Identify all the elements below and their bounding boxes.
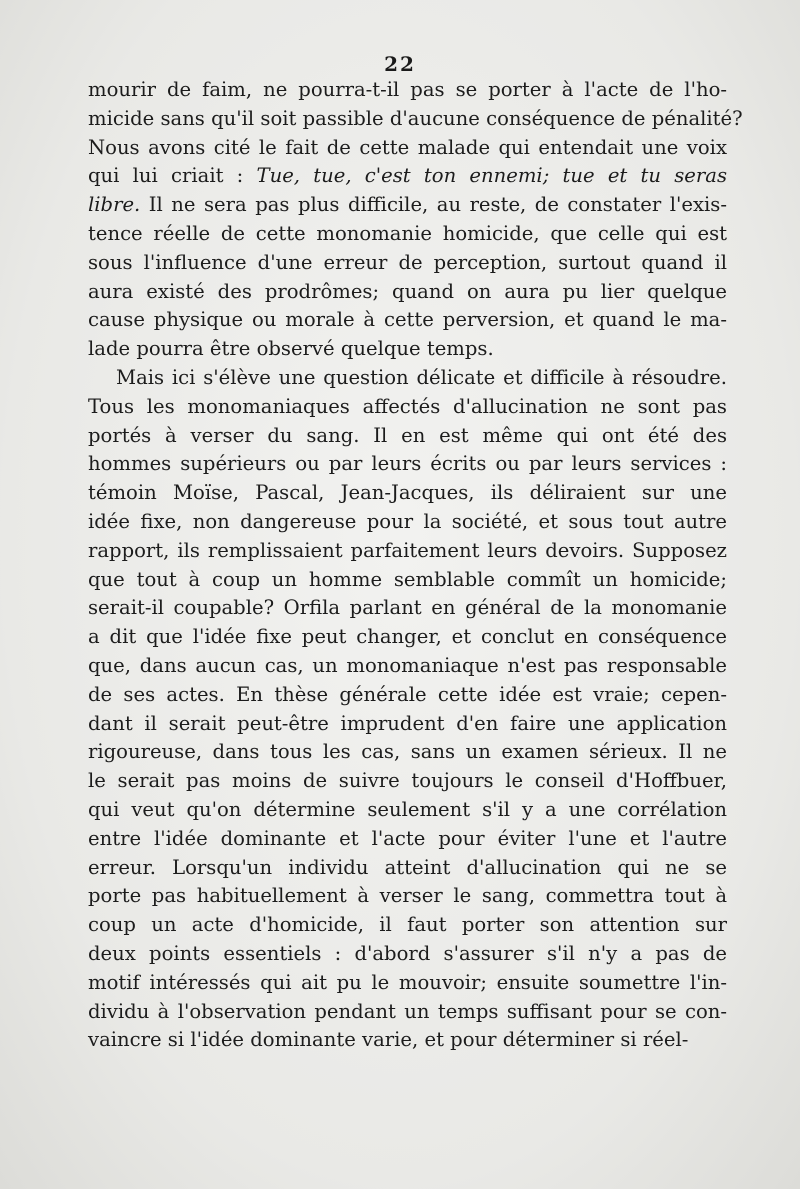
- text-segment: rapport, ils remplissaient parfaitement leurs devoirs. Supposez: [88, 538, 727, 562]
- text-segment: que tout à coup un homme semblable commît un homicide;: [88, 567, 727, 591]
- text-segment: dividu à l'observation pendant un temps suffisant pour se con-: [88, 999, 727, 1023]
- text-line: [88, 364, 727, 393]
- text-segment: qui lui criait :: [88, 164, 257, 188]
- text-segment: coup un acte d'homicide, il faut porter son attention sur: [88, 913, 727, 937]
- text-line: [88, 249, 727, 278]
- text-line: [88, 882, 727, 911]
- text-line: [88, 796, 727, 825]
- text-line: [88, 652, 727, 681]
- text-line: [88, 825, 727, 854]
- text-segment: entre l'idée dominante et l'acte pour éviter l'une et l'autre: [88, 826, 727, 850]
- text-line: [88, 710, 727, 739]
- text-segment: de ses actes. En thèse générale cette idée est vraie; cepen-: [88, 682, 727, 706]
- text-segment: hommes supérieurs ou par leurs écrits ou par leurs services :: [88, 452, 727, 476]
- text-line: [88, 162, 727, 191]
- text-segment: Il ne sera pas plus difficile, au reste, de constater l'exis-: [140, 193, 727, 217]
- text-segment: sous l'influence d'une erreur de perception, surtout quand il: [88, 250, 727, 274]
- text-line: [88, 623, 727, 652]
- text-segment: idée fixe, non dangereuse pour la société, et sous tout autre: [88, 509, 727, 533]
- text-segment: lade pourra être observé quelque temps.: [88, 337, 494, 361]
- text-segment: rigoureuse, dans tous les cas, sans un examen sérieux. Il ne: [88, 740, 727, 764]
- text-line: [88, 306, 727, 335]
- text-line: [88, 1026, 727, 1055]
- text-line: [88, 105, 743, 134]
- text-line: [88, 422, 727, 451]
- text-line: [88, 566, 727, 595]
- text-line: [88, 681, 727, 710]
- text-segment: deux points essentiels : d'abord s'assurer s'il n'y a pas de: [88, 941, 727, 965]
- text-line: [88, 940, 727, 969]
- text-line: [88, 393, 727, 422]
- text-line: [88, 998, 727, 1027]
- text-segment: micide sans qu'il soit passible d'aucune conséquence de pénalité?: [88, 106, 743, 130]
- text-segment: cause physique ou morale à cette perversion, et quand le ma-: [88, 308, 727, 332]
- text-segment: porte pas habituellement à verser le sang, commettra tout à: [88, 884, 727, 908]
- text-line: [88, 854, 727, 883]
- text-line: [88, 191, 727, 220]
- text-segment: que, dans aucun cas, un monomaniaque n'est pas responsable: [88, 653, 727, 677]
- text-line: [88, 911, 727, 940]
- italic-text: Tue, tue, c'est ton ennemi; tue et tu seras: [256, 164, 727, 188]
- text-line: [88, 450, 727, 479]
- text-segment: le serait pas moins de suivre toujours le conseil d'Hoffbuer,: [88, 769, 727, 793]
- text-line: [88, 969, 727, 998]
- text-line: [88, 335, 727, 364]
- text-segment: serait-il coupable? Orfila parlant en général de la monomanie: [88, 596, 727, 620]
- text-line: [88, 479, 727, 508]
- text-segment: Tous les monomaniaques affectés d'allucination ne sont pas: [88, 394, 727, 418]
- text-segment: témoin Moïse, Pascal, Jean-Jacques, ils déliraient sur une: [88, 481, 727, 505]
- text-line: [88, 738, 727, 767]
- text-line: [88, 537, 727, 566]
- text-segment: tence réelle de cette monomanie homicide, que celle qui est: [88, 221, 727, 245]
- text-line: [88, 134, 727, 163]
- text-segment: Mais ici s'élève une question délicate et difficile à résoudre.: [116, 365, 727, 389]
- text-line: [88, 508, 727, 537]
- body-text: [88, 76, 743, 1055]
- text-line: [88, 278, 727, 307]
- text-segment: portés à verser du sang. Il en est même qui ont été des: [88, 423, 727, 447]
- text-segment: Nous avons cité le fait de cette malade qui entendait une voix: [88, 135, 727, 159]
- page-number: 22: [384, 52, 416, 76]
- italic-text: libre.: [88, 193, 141, 217]
- text-segment: vaincre si l'idée dominante varie, et pour déterminer si réel-: [88, 1028, 689, 1052]
- text-line: [88, 76, 727, 105]
- text-segment: motif intéressés qui ait pu le mouvoir; ensuite soumettre l'in-: [88, 970, 727, 994]
- text-line: [88, 594, 727, 623]
- text-segment: erreur. Lorsqu'un individu atteint d'allucination qui ne se: [88, 855, 727, 879]
- text-line: [88, 220, 727, 249]
- text-segment: aura existé des prodrômes; quand on aura pu lier quelque: [88, 279, 727, 303]
- text-segment: mourir de faim, ne pourra-t-il pas se porter à l'acte de l'ho-: [88, 78, 727, 101]
- text-segment: a dit que l'idée fixe peut changer, et conclut en conséquence: [88, 625, 727, 649]
- text-segment: qui veut qu'on détermine seulement s'il y a une corrélation: [88, 797, 727, 821]
- text-segment: dant il serait peut-être imprudent d'en faire une application: [88, 711, 727, 735]
- text-line: [88, 767, 727, 796]
